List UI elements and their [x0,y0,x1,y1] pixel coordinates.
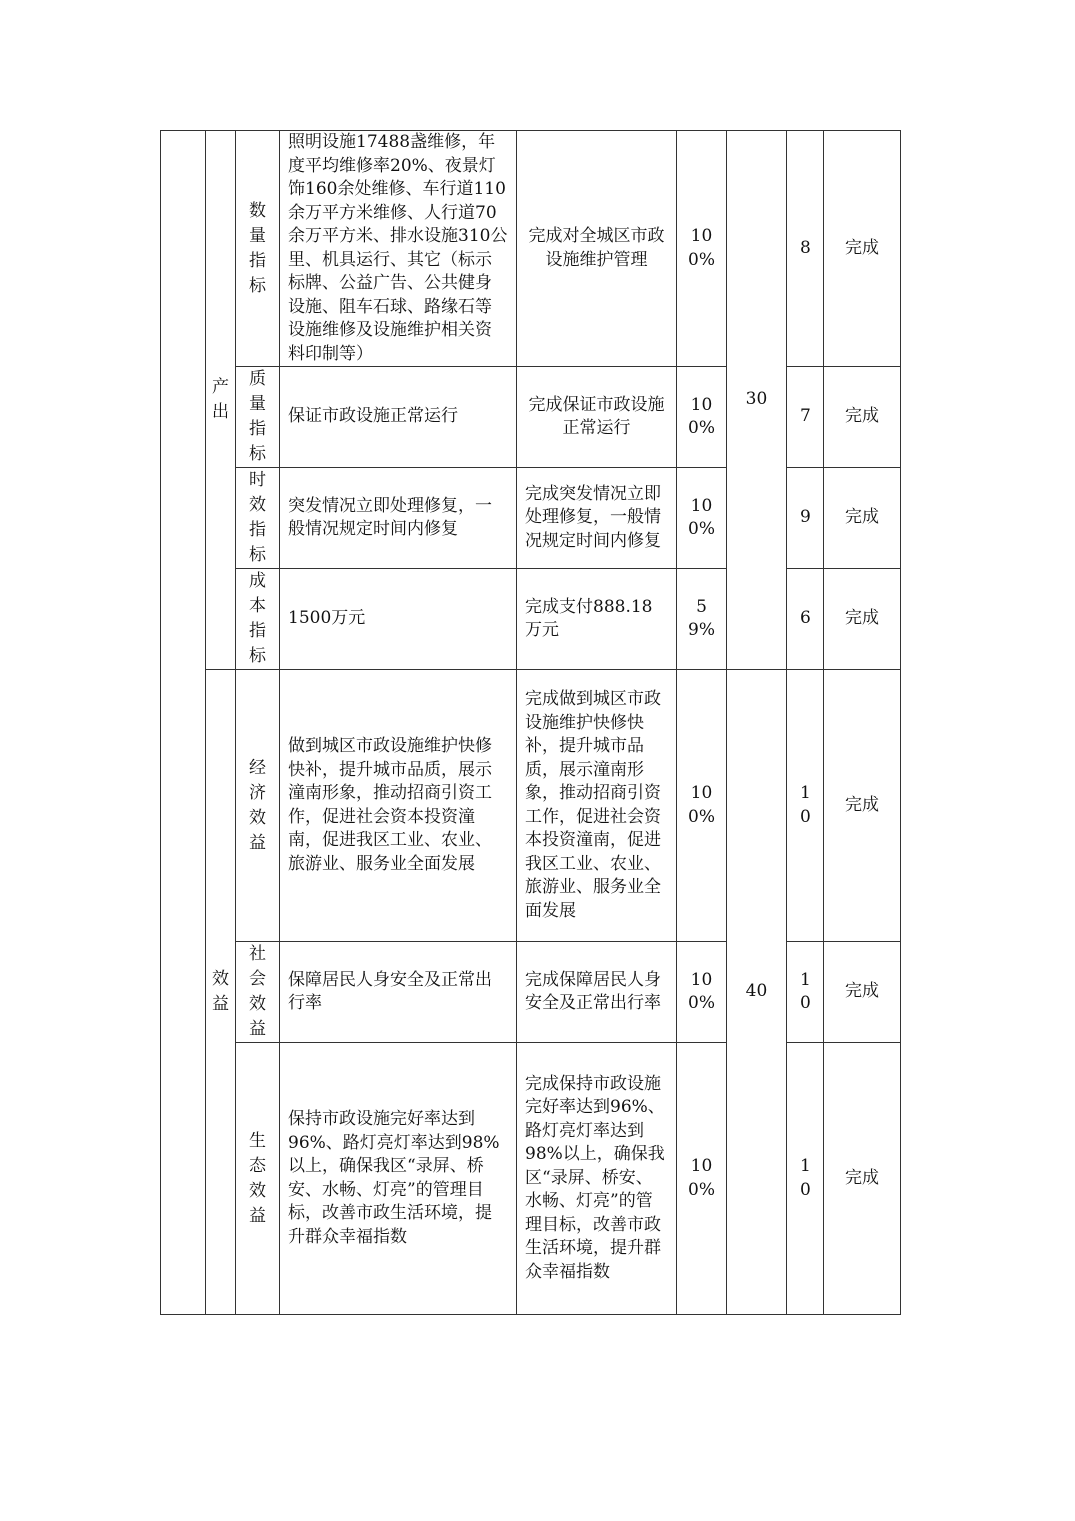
target-cell: 1500万元 [280,569,517,670]
actual-cell: 完成保证市政设施正常运行 [517,367,677,468]
actual-cell: 完成对全城区市政设施维护管理 [517,131,677,367]
target-cell: 做到城区市政设施维护快修快补，提升城市品质，展示潼南形象，推动招商引资工作，促进社会资本投资潼南，促进我区工业、农业、旅游业、服务业全面发展 [280,670,517,942]
performance-table [160,130,901,1315]
score-cell: 10 [787,1043,824,1315]
indicator-cell: 数量指标 [236,131,280,367]
table-row [161,670,901,942]
table-row [161,942,901,1043]
table-row [161,468,901,569]
score-cell: 6 [787,569,824,670]
rate-cell: 100% [677,131,727,367]
actual-cell: 完成保障居民人身安全及正常出行率 [517,942,677,1043]
target-cell: 突发情况立即处理修复，一般情况规定时间内修复 [280,468,517,569]
rate-cell: 100% [677,367,727,468]
weight-cell: 30 [727,131,787,670]
score-cell: 7 [787,367,824,468]
outer-blank-cell [161,131,206,1315]
score-cell: 10 [787,942,824,1043]
table-row [161,131,901,367]
indicator-cell: 社会效益 [236,942,280,1043]
target-cell: 照明设施17488盏维修，年度平均维修率20%、夜景灯饰160余处维修、车行道110余万平方米维修、人行道70余万平方米、排水设施310公里、机具运行、其它（标示标牌、公益广告、公共健身设施、阻车石球、路缘石等设施维修及设施维护相关资料印制等） [280,131,517,367]
actual-cell: 完成保持市政设施完好率达到96%、路灯亮灯率达到98%以上，确保我区“录屏、桥安、水畅、灯亮”的管理目标，改善市政生活环境，提升群众幸福指数 [517,1043,677,1315]
rate-cell: 100% [677,670,727,942]
status-cell: 完成 [824,468,901,569]
table-row [161,1043,901,1315]
actual-cell: 完成突发情况立即处理修复，一般情况规定时间内修复 [517,468,677,569]
table-row [161,569,901,670]
status-cell: 完成 [824,569,901,670]
weight-cell: 40 [727,670,787,1315]
status-cell: 完成 [824,670,901,942]
target-cell: 保障居民人身安全及正常出行率 [280,942,517,1043]
actual-cell: 完成支付888.18万元 [517,569,677,670]
table-row [161,367,901,468]
rate-cell: 100% [677,468,727,569]
rate-cell: 59% [677,569,727,670]
actual-cell: 完成做到城区市政设施维护快修快补，提升城市品质，展示潼南形象，推动招商引资工作，促进社会资本投资潼南，促进我区工业、农业、旅游业、服务业全面发展 [517,670,677,942]
indicator-cell: 成本指标 [236,569,280,670]
indicator-cell: 时效指标 [236,468,280,569]
rate-cell: 100% [677,1043,727,1315]
rate-cell: 100% [677,942,727,1043]
score-cell: 10 [787,670,824,942]
score-cell: 8 [787,131,824,367]
status-cell: 完成 [824,942,901,1043]
target-cell: 保证市政设施正常运行 [280,367,517,468]
status-cell: 完成 [824,367,901,468]
indicator-cell: 质量指标 [236,367,280,468]
score-cell: 9 [787,468,824,569]
indicator-cell: 经济效益 [236,670,280,942]
status-cell: 完成 [824,131,901,367]
category-cell: 产出 [206,131,236,670]
indicator-cell: 生态效益 [236,1043,280,1315]
category-cell: 效益 [206,670,236,1315]
status-cell: 完成 [824,1043,901,1315]
target-cell: 保持市政设施完好率达到96%、路灯亮灯率达到98%以上，确保我区“录屏、桥安、水畅、灯亮”的管理目标，改善市政生活环境，提升群众幸福指数 [280,1043,517,1315]
